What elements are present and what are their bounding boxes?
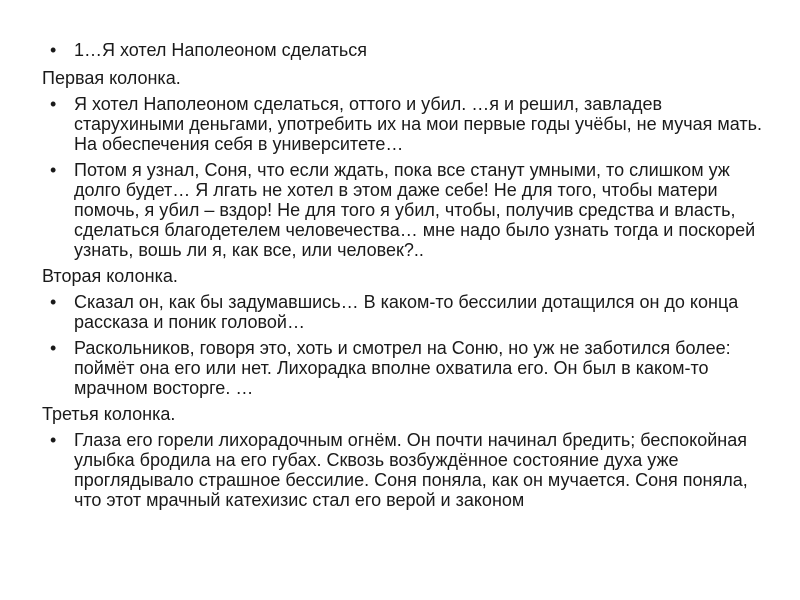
slide-text-body — [42, 40, 762, 516]
column-heading-second: Вторая колонка. — [42, 266, 178, 286]
bullet-item-third-1: • Глаза его горели лихорадочным огнём. Он почти начинал бредить; беспокойная улыбка бродила на его губах. Сквозь возбуждённое состояние духа уже проглядывало страшное бессилие. Соня поняла, как он мучается. Соня поняла, что этот мрачный катехизис стал его верой и законом — [42, 430, 762, 510]
bullet-item-second-1: • Сказал он, как бы задумавшись… В каком-то бессилии дотащился он до конца рассказа и поник головой… — [42, 292, 762, 332]
bullet-item-first-1: • Я хотел Наполеоном сделаться, оттого и убил. …я и решил, завладев старухиными деньгами, употребить их на мои первые годы учёбы, не мучая мать. На обеспечения себя в университете… — [42, 94, 762, 154]
column-heading-third: Третья колонка. — [42, 404, 176, 424]
bullet-item-first-2: • Потом я узнал, Соня, что если ждать, пока все станут умными, то слишком уж долго будет… Я лгать не хотел в этом даже себе! Не для того, чтобы матери помочь, я убил – вздор! Не для того я убил, чтобы, получив средства и власть, сделаться благодетелем человечества… мне надо было узнать тогда и поскорей узнать, вошь ли я, как все, или человек?.. — [42, 160, 762, 260]
bullet-item-title: • 1…Я хотел Наполеоном сделаться — [42, 40, 762, 60]
column-heading-first: Первая колонка. — [42, 68, 181, 88]
bullet-item-second-2: • Раскольников, говоря это, хоть и смотрел на Соню, но уж не заботился более: поймёт она его или нет. Лихорадка вполне охватила его. Он был в каком-то мрачном восторге. … — [42, 338, 762, 398]
